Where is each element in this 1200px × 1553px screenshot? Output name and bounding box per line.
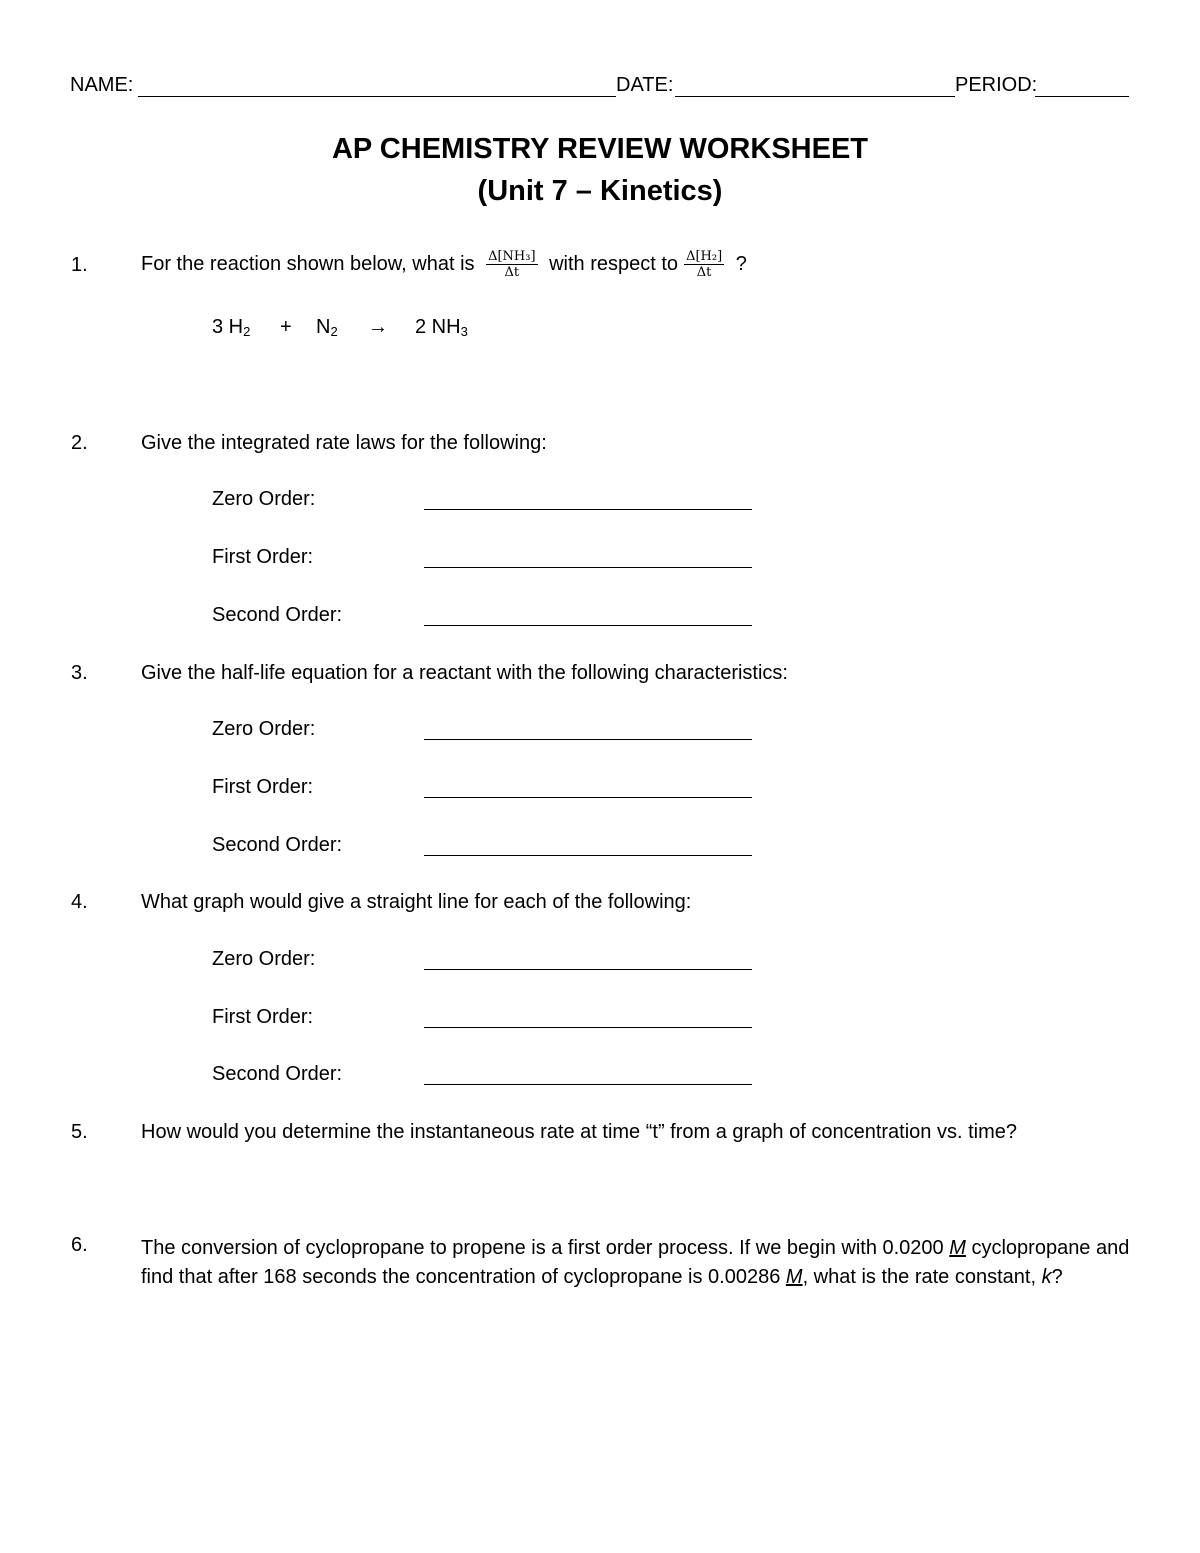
q1-frac1-numerator: Δ[NH₃] [488,249,536,265]
q2-number: 2. [71,432,88,454]
q6-end: ? [1051,1266,1063,1288]
header-row [70,72,1130,100]
date-field-line[interactable] [675,96,955,97]
q1-text-middle: with respect to [549,253,679,275]
q1-frac2-numerator: Δ[H₂] [686,249,723,265]
q3-text: Give the half-life equation for a reactant with the following characteristics: [141,662,788,684]
q2-second-order-blank[interactable] [424,625,752,626]
q2-second-order-label: Second Order: [212,604,343,626]
worksheet-subtitle: (Unit 7 – Kinetics) [477,175,723,207]
q3-zero-order-blank[interactable] [424,739,752,740]
q2-first-order-label: First Order: [212,546,314,568]
reactant-h2-subscript: 2 [243,324,251,339]
q3-zero-order-label: Zero Order: [212,718,316,740]
q3-first-order-label: First Order: [212,776,314,798]
reactant-n2-subscript: 2 [330,324,338,339]
q4-zero-order-blank[interactable] [424,969,752,970]
product-nh3-text: 2 NH [415,316,461,338]
q1-number: 1. [71,254,88,276]
reactant-h2-text: 3 H [212,316,244,338]
q6-unit-molarity-1: M [949,1237,966,1259]
q6-part1: The conversion of cyclopropane to propene is a first order process. If we begin with 0.0200 [141,1237,944,1259]
q4-zero-order-label: Zero Order: [212,948,316,970]
reactant-n2 [316,316,338,339]
q1-text-before: For the reaction shown below, what is [141,253,475,275]
period-label: PERIOD: [955,74,1038,96]
q5-text: How would you determine the instantaneous rate at time “t” from a graph of concentration vs. time? [141,1121,1017,1143]
q6-number: 6. [71,1234,88,1256]
q3-first-order-blank[interactable] [424,797,752,798]
q5-number: 5. [71,1121,88,1143]
q6-part3: , what is the rate constant, [802,1266,1037,1288]
reactant-n2-text: N [316,316,331,338]
q1-fraction-h2 [684,249,724,280]
q1-frac2-denominator: Δt [696,265,712,281]
reaction-arrow: → [368,316,388,338]
product-nh3-subscript: 3 [460,324,468,339]
plus-sign: + [280,316,292,338]
q3-second-order-blank[interactable] [424,855,752,856]
q2-zero-order-blank[interactable] [424,509,752,510]
q4-second-order-label: Second Order: [212,1063,343,1085]
q2-first-order-blank[interactable] [424,567,752,568]
q1-frac1-denominator: Δt [504,265,520,281]
q4-first-order-blank[interactable] [424,1027,752,1028]
q3-second-order-label: Second Order: [212,834,343,856]
name-label: NAME: [70,74,134,96]
q2-zero-order-label: Zero Order: [212,488,316,510]
reactant-h2 [212,316,250,339]
period-field-line[interactable] [1035,96,1129,97]
q1-fraction-nh3 [486,249,537,280]
q6-rate-constant-symbol: k [1041,1266,1052,1288]
q6-part2: cyclopropane and find that after 168 seconds the concentration of cyclopropane is 0.00286 [141,1237,1130,1288]
product-nh3 [415,316,468,339]
q4-first-order-label: First Order: [212,1006,314,1028]
q6-unit-molarity-2: M [785,1266,803,1288]
worksheet-title: AP CHEMISTRY REVIEW WORKSHEET [331,133,869,165]
q4-number: 4. [71,891,88,913]
q2-text: Give the integrated rate laws for the following: [141,432,547,454]
q6-text [141,1234,1131,1292]
q1-question-mark: ? [735,253,747,275]
q3-number: 3. [71,662,88,684]
date-label: DATE: [616,74,674,96]
q4-second-order-blank[interactable] [424,1084,752,1085]
name-field-line[interactable] [138,96,616,97]
q4-text: What graph would give a straight line for each of the following: [141,891,692,913]
q1-text [141,244,747,284]
